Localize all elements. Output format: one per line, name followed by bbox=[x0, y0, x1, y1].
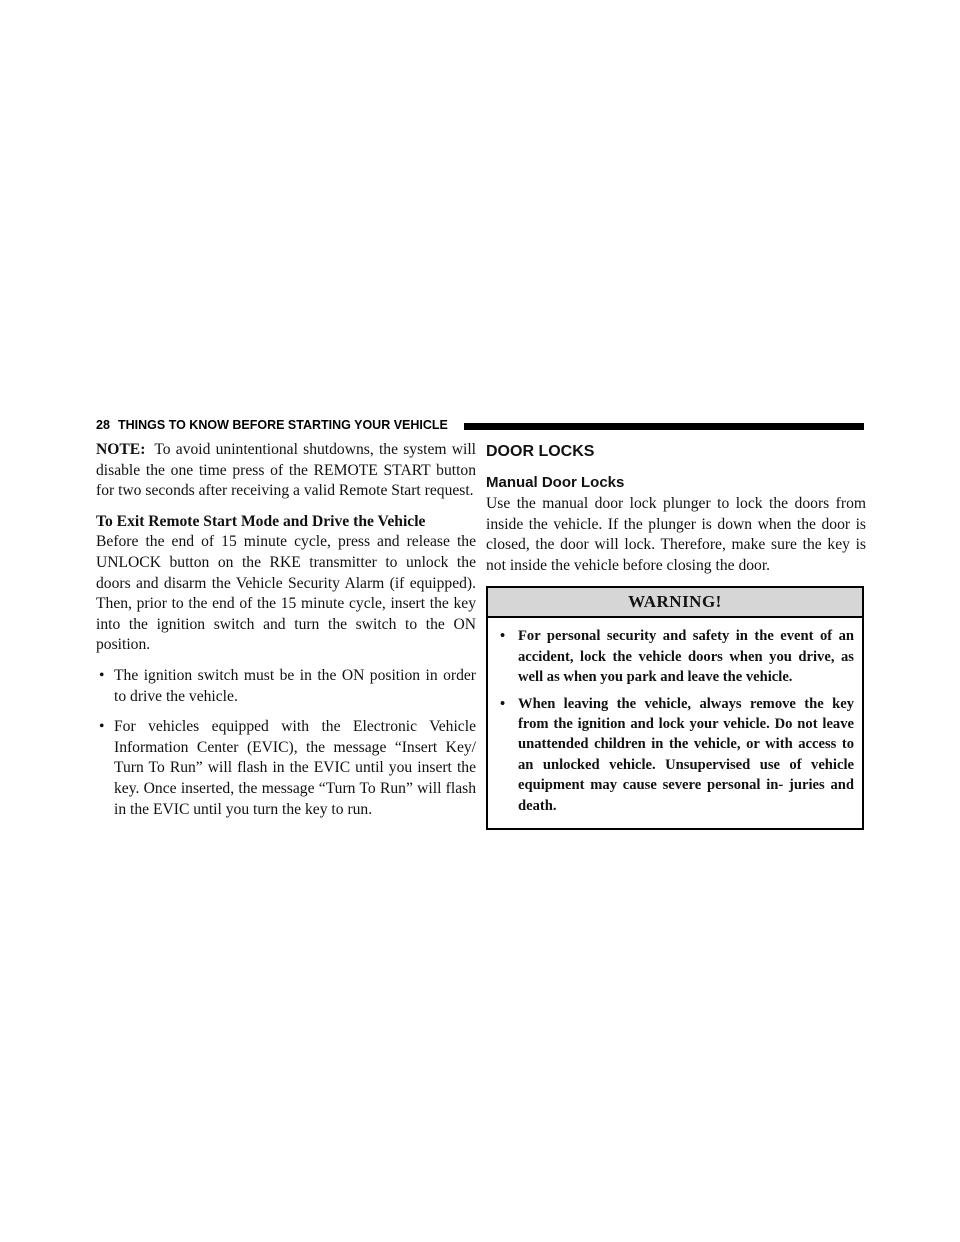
list-item-text: The ignition switch must be in the ON position in order to drive the vehicle. bbox=[114, 666, 476, 705]
manual-door-locks-heading: Manual Door Locks bbox=[486, 474, 625, 491]
list-item bbox=[96, 666, 476, 707]
list-item-text: For vehicles equipped with the Electronic Vehicle Information Center (EVIC), the message “Insert Key/ Turn To Run” will flash in the EVIC until you insert the key. Once inserted, the message “Turn To Run” will flash in the EVIC until you turn the key to run. bbox=[114, 718, 476, 818]
page-number: 28 bbox=[96, 418, 110, 432]
warning-item-text: When leaving the vehicle, always remove the key from the ignition and lock your vehicle. Do not leave unattended children in the vehicle, or with access to an unlocked vehicle. Unsupervised use of vehicle equipment may cause severe personal in- juries and death. bbox=[518, 695, 854, 814]
warning-item bbox=[496, 626, 854, 687]
page-header bbox=[96, 417, 864, 433]
note-label: NOTE: bbox=[96, 441, 146, 458]
warning-box bbox=[486, 586, 864, 830]
warning-title: WARNING! bbox=[488, 588, 862, 618]
list-item bbox=[96, 717, 476, 820]
bullet-icon: • bbox=[99, 718, 105, 736]
right-column bbox=[486, 440, 866, 830]
bullet-icon: • bbox=[99, 666, 105, 684]
note-text: To avoid unintentional shutdowns, the system will disable the one time press of the REMOTE START button for two seconds after receiving a valid Remote Start request. bbox=[96, 441, 476, 500]
exit-remote-start-heading: To Exit Remote Start Mode and Drive the Vehicle bbox=[96, 512, 426, 530]
warning-body bbox=[488, 618, 862, 828]
running-title: THINGS TO KNOW BEFORE STARTING YOUR VEHICLE bbox=[118, 418, 448, 432]
warning-item-text: For personal security and safety in the event of an accident, lock the vehicle doors when you drive, as well as when you park and leave the vehicle. bbox=[518, 628, 854, 686]
header-rule bbox=[464, 423, 864, 430]
manual-door-locks-paragraph: Use the manual door lock plunger to lock the doors from inside the vehicle. If the plunger is down when the door is closed, the door will lock. Therefore, make sure the key is not inside the vehicle before closing the door. bbox=[486, 495, 866, 574]
note-paragraph bbox=[96, 440, 476, 502]
left-column bbox=[96, 440, 476, 830]
exit-remote-start-paragraph: Before the end of 15 minute cycle, press and release the UNLOCK button on the RKE transmitter to unlock the doors and disarm the Vehicle Security Alarm (if equipped). Then, prior to the end of the 15 minute cycle, insert the key into the ignition switch and turn the switch to the ON position. bbox=[96, 533, 476, 654]
bullet-icon: • bbox=[500, 628, 506, 645]
bullet-icon: • bbox=[500, 695, 506, 712]
warning-item bbox=[496, 694, 854, 816]
door-locks-heading: DOOR LOCKS bbox=[486, 443, 595, 460]
